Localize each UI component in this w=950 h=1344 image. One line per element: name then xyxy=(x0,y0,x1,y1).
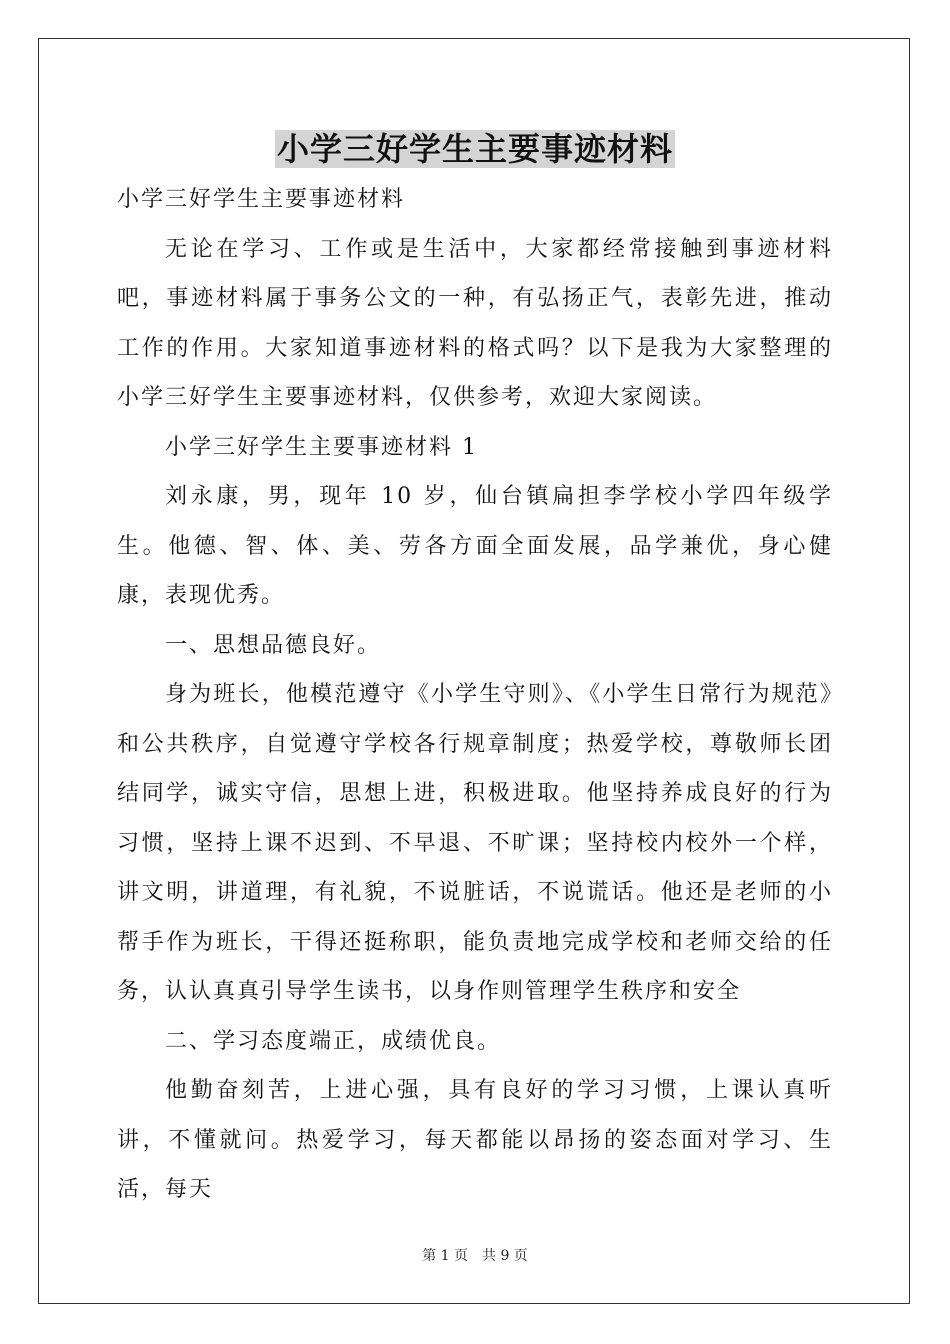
document-body xyxy=(117,175,833,1215)
page-number: 第 1 页 xyxy=(422,1248,468,1264)
subheading-moral: 一、思想品德良好。 xyxy=(165,632,382,658)
paragraph-subtitle: 小学三好学生主要事迹材料 xyxy=(117,187,406,212)
paragraph-intro: 无论在学习、工作或是生活中，大家都经常接触到事迹材料吧，事迹材料属于事务公文的一种，有弘扬正气，表彰先进，推动工作的作用。大家知道事迹材料的格式吗？以下是我为大家整理的小学三好学生主要事迹材料，仅供参考，欢迎大家阅读。 xyxy=(117,236,833,410)
paragraph-student-intro: 刘永康，男，现年 10 岁，仙台镇扁担李学校小学四年级学生。他德、智、体、美、劳各方面全面发展，品学兼优，身心健康，表现优秀。 xyxy=(117,484,833,608)
document-title-text: 小学三好学生主要事迹材料 xyxy=(276,130,673,168)
section-heading-1: 小学三好学生主要事迹材料 1 xyxy=(165,434,478,460)
document-title xyxy=(0,124,950,174)
page-footer xyxy=(0,1246,950,1266)
paragraph-moral: 身为班长，他模范遵守《小学生守则》、《小学生日常行为规范》和公共秩序，自觉遵守学校各行规章制度；热爱学校，尊敬师长团结同学，诚实守信，思想上进，积极进取。他坚持养成良好的行为习惯，坚持上课不迟到、不早退、不旷课；坚持校内校外一个样，讲文明，讲道理，有礼貌，不说脏话，不说谎话。他还是老师的小帮手作为班长，干得还挺称职，能负责地完成学校和老师交给的任务，认认真真引导学生读书，以身作则管理学生秩序和安全 xyxy=(117,682,833,1004)
page-total: 共 9 页 xyxy=(482,1248,528,1264)
paragraph-study: 他勤奋刻苦，上进心强，具有良好的学习习惯，上课认真听讲，不懂就问。热爱学习，每天都能以昂扬的姿态面对学习、生活，每天 xyxy=(117,1078,833,1202)
subheading-study: 二、学习态度端正，成绩优良。 xyxy=(165,1028,502,1054)
